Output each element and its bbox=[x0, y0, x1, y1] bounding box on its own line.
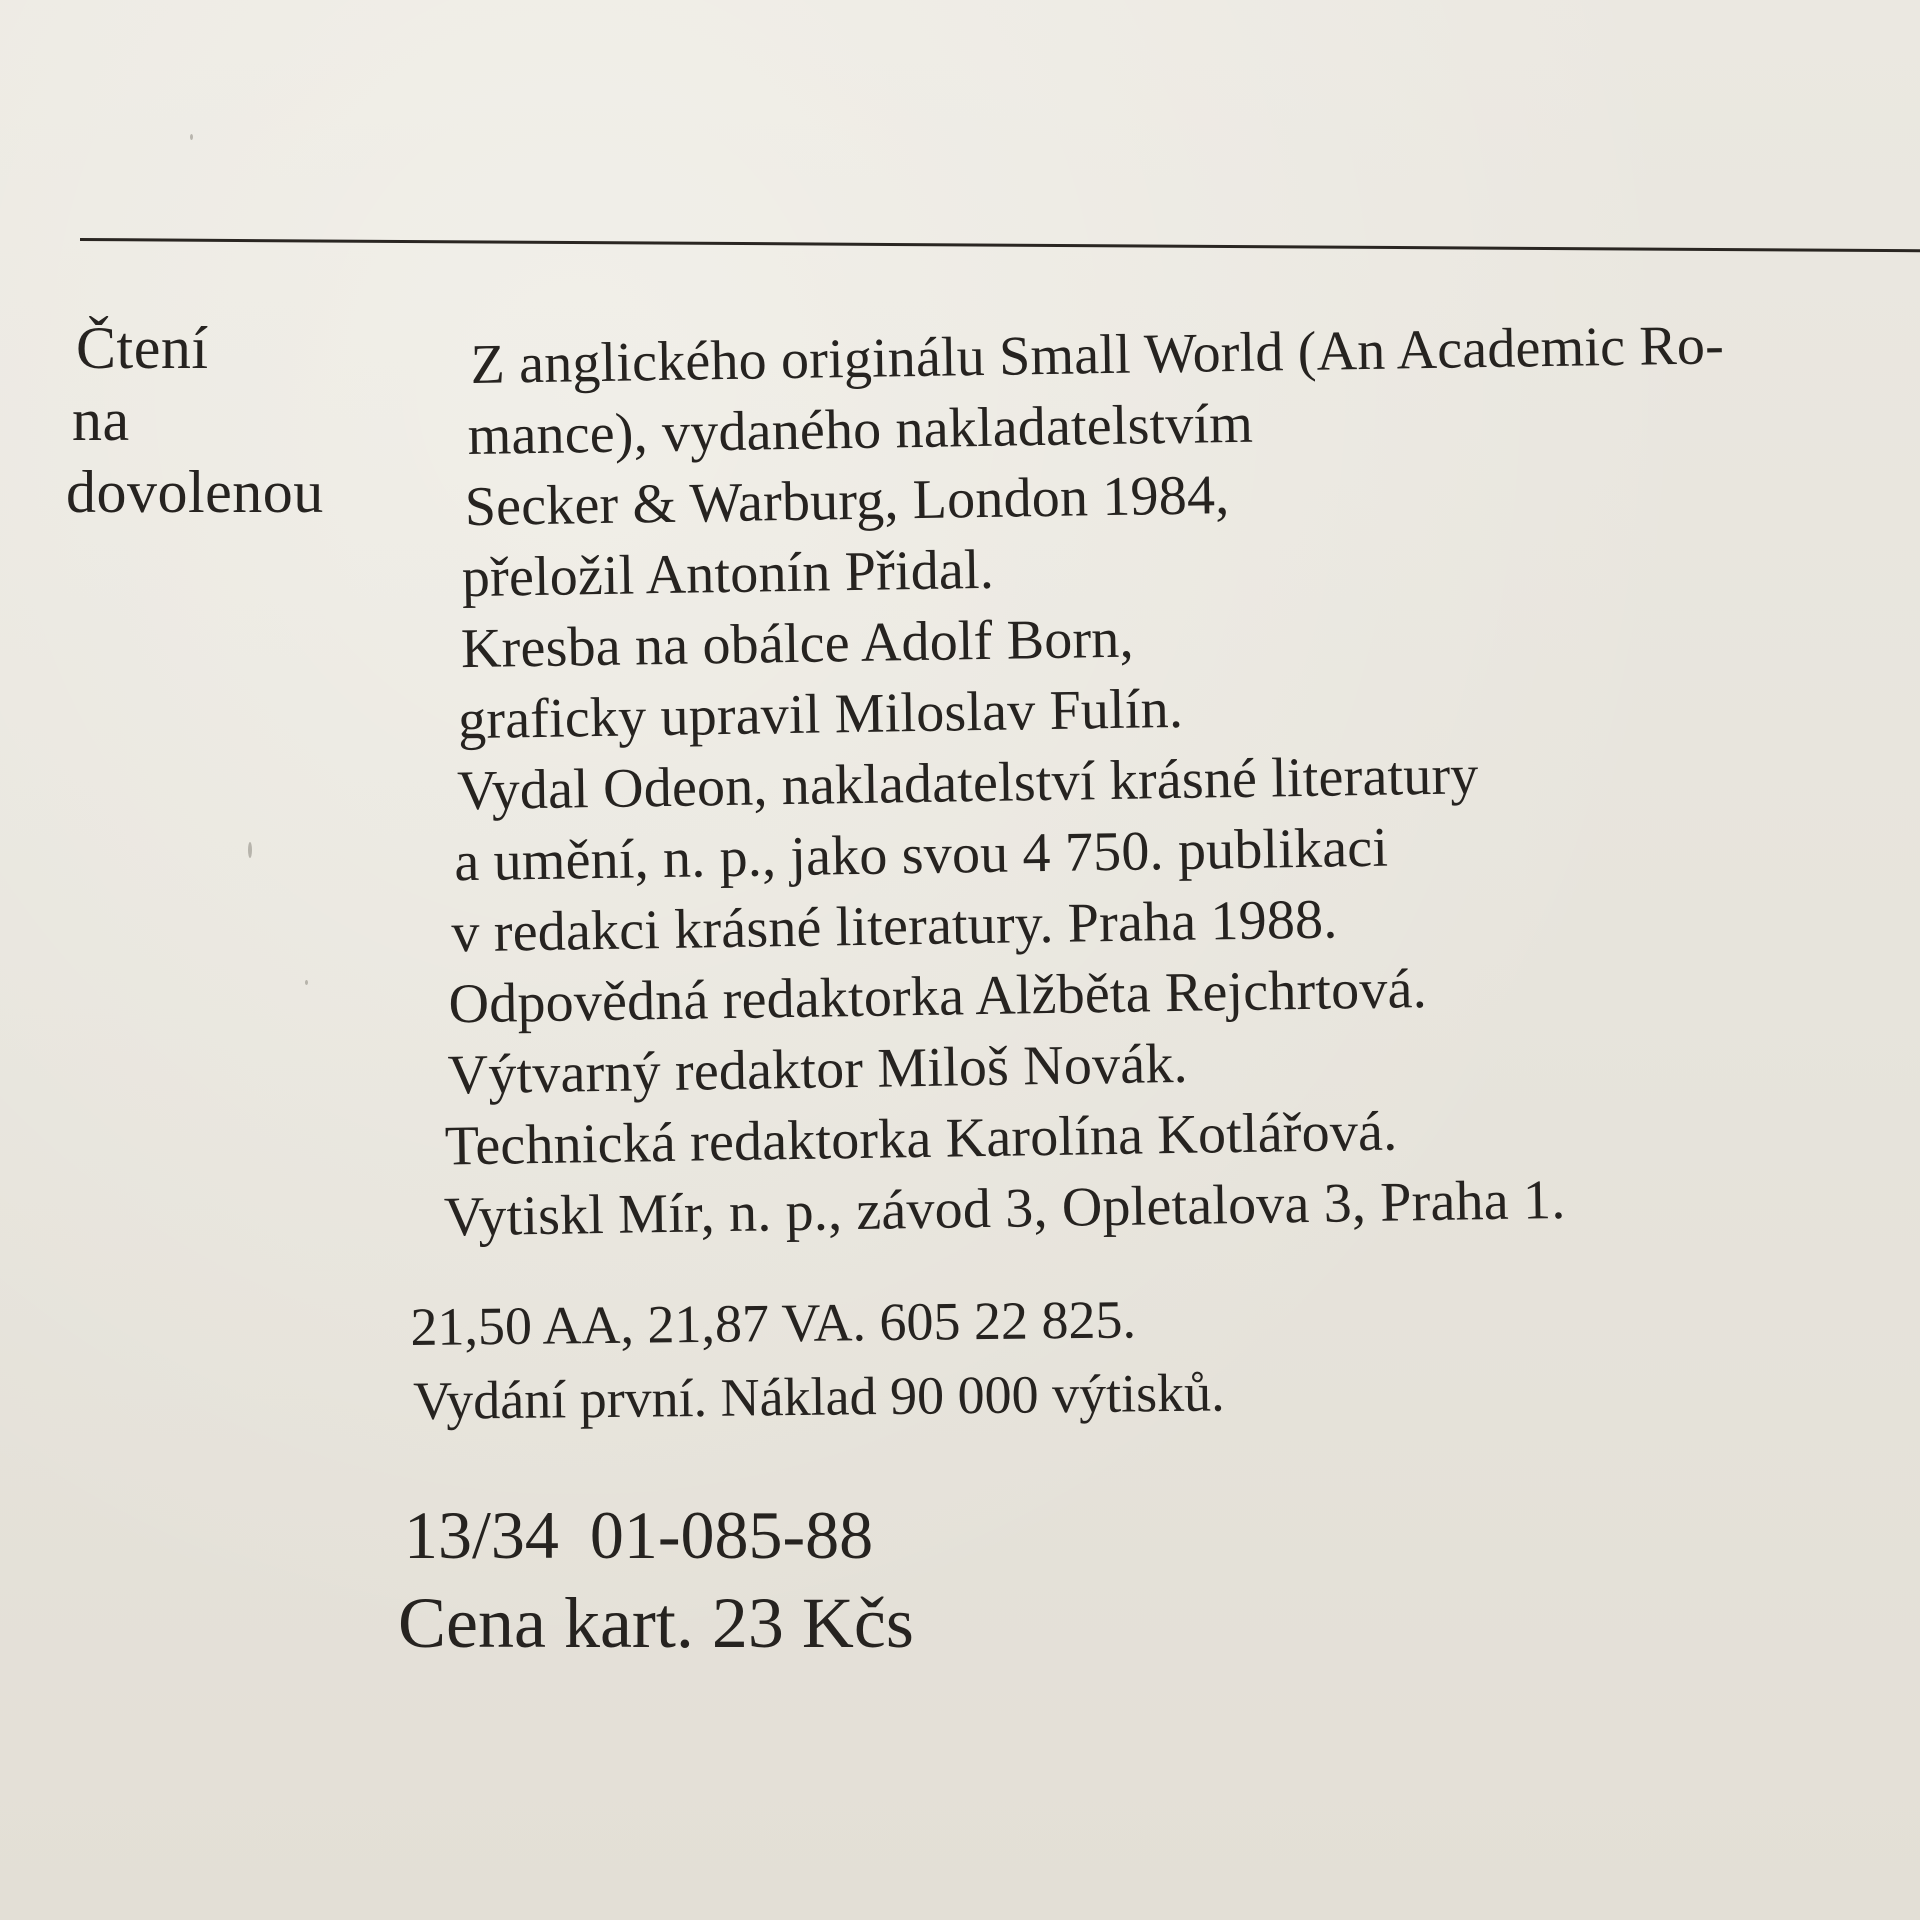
colophon-line: Odpovědná redaktorka Alžběta Rejchrtová. bbox=[448, 958, 1428, 1036]
series-title-line: na bbox=[72, 387, 130, 453]
catalog-code: 13/34 01-085-88 bbox=[404, 1497, 874, 1573]
series-title-line: dovolenou bbox=[66, 459, 324, 525]
colophon-line: graficky upravil Miloslav Fulín. bbox=[457, 677, 1184, 752]
colophon-line: Vytiskl Mír, n. p., závod 3, Opletalova 3, Praha 1. bbox=[443, 1168, 1566, 1249]
print-statistics bbox=[410, 1275, 1811, 1438]
paper-speck bbox=[248, 842, 252, 858]
colophon-line: a umění, n. p., jako svou 4 750. publikaci bbox=[453, 816, 1389, 894]
colophon-line: mance), vydaného nakladatelstvím bbox=[467, 392, 1254, 468]
colophon-line: Výtvarný redaktor Miloš Novák. bbox=[447, 1032, 1189, 1107]
colophon-line: přeložil Antonín Přidal. bbox=[461, 538, 995, 610]
paper-speck bbox=[190, 134, 193, 140]
print-statistics-line: Vydání první. Náklad 90 000 výtisků. bbox=[412, 1362, 1225, 1431]
price-block bbox=[400, 1492, 1400, 1668]
colophon-line: Technická redaktorka Karolína Kotlářová. bbox=[444, 1100, 1398, 1178]
colophon-line: v redakci krásné literatury. Praha 1988. bbox=[450, 888, 1338, 965]
colophon-line: Kresba na obálce Adolf Born, bbox=[460, 607, 1135, 681]
colophon-text bbox=[443, 307, 1920, 1253]
colophon-line: Vydal Odeon, nakladatelství krásné literatury bbox=[456, 744, 1479, 823]
price-label: Cena kart. 23 Kčs bbox=[398, 1583, 914, 1663]
colophon-line: Z anglického originálu Small World (An Academic Ro- bbox=[470, 314, 1725, 396]
paper-speck bbox=[305, 980, 308, 985]
colophon-line: Secker & Warburg, London 1984, bbox=[464, 464, 1230, 539]
top-rule bbox=[80, 238, 1920, 252]
series-title bbox=[66, 312, 324, 528]
series-title-line: Čtení bbox=[76, 315, 209, 381]
print-statistics-line: 21,50 AA, 21,87 VA. 605 22 825. bbox=[410, 1289, 1137, 1357]
